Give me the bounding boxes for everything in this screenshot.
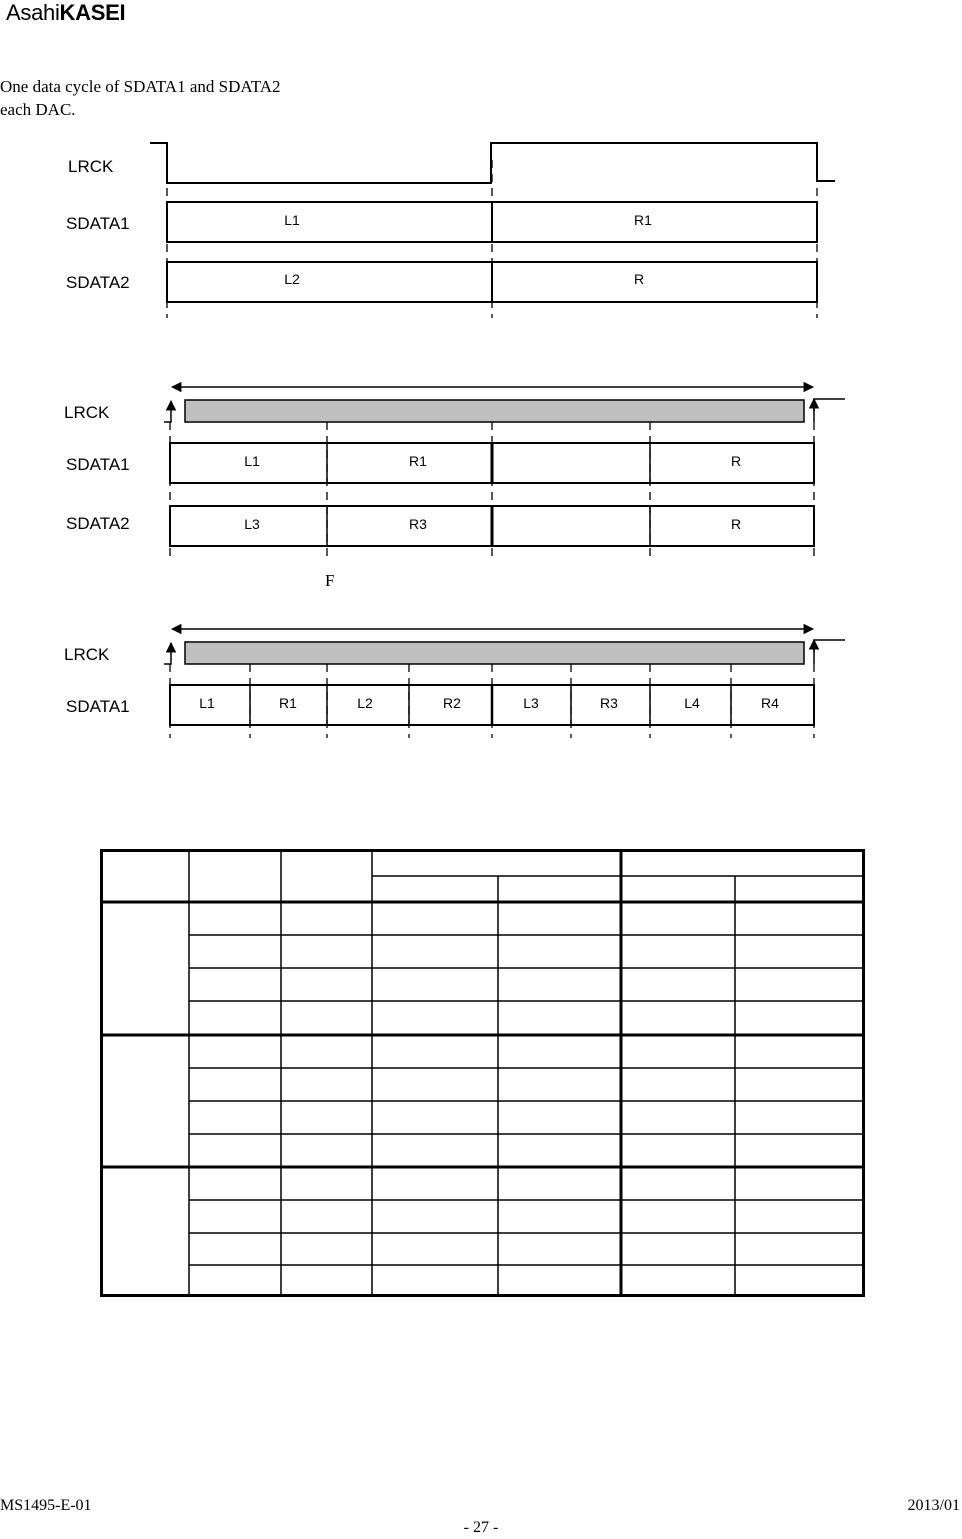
sdata2-label: SDATA2 [66, 514, 130, 533]
sdata1-cell-6: R3 [600, 695, 618, 711]
lrck-waveform [164, 643, 171, 664]
sdata1-label: SDATA1 [66, 697, 130, 716]
document-date: 2013/01 [907, 1497, 960, 1514]
diagram-caption: F [325, 571, 335, 590]
logo-text-asahi: Asahi [6, 0, 60, 25]
sdata2-cell-1: L3 [244, 516, 260, 532]
intro-line-1: One data cycle of SDATA1 and SDATA2 [0, 77, 281, 96]
sdata1-cell-7: L4 [684, 695, 700, 711]
timing-diagram-3 [64, 629, 845, 738]
lrck-waveform [164, 401, 171, 422]
timing-diagram-1 [66, 143, 835, 318]
lrck-waveform-end [814, 640, 845, 664]
sdata1-cell-2: R1 [279, 695, 297, 711]
lrck-high-bar [185, 642, 804, 664]
sdata1-cell-right: R1 [634, 212, 652, 228]
timing-diagram-2 [64, 387, 845, 590]
sdata2-cell-right: R [633, 271, 645, 287]
sdata1-cell-8: R4 [761, 695, 779, 711]
sdata1-label: SDATA1 [66, 214, 130, 233]
sdata1-cell-3: L2 [357, 695, 373, 711]
sdata1-label: SDATA1 [66, 455, 130, 474]
lrck-high-bar [185, 400, 804, 422]
sdata1-cell-4: R2 [443, 695, 461, 711]
intro-line-2: each DAC. [0, 100, 76, 119]
sdata1-cell-1: L1 [199, 695, 215, 711]
data-table [100, 849, 866, 1299]
document-id: MS1495-E-01 [0, 1497, 92, 1514]
sdata1-cell-1: L1 [244, 453, 260, 469]
lrck-label: LRCK [64, 403, 110, 422]
lrck-waveform-end [814, 399, 845, 422]
lrck-label: LRCK [64, 645, 110, 664]
sdata2-cell-4: R [730, 516, 742, 532]
sdata2-cell-2: R3 [409, 516, 427, 532]
sdata1-cell-4: R [730, 453, 742, 469]
sdata2-cell-left: L2 [284, 271, 300, 287]
sdata1-cell-2: R1 [409, 453, 427, 469]
logo-text-kasei: KASEI [59, 0, 126, 25]
page-number: - 27 - [463, 1519, 499, 1536]
sdata1-cell-left: L1 [284, 212, 300, 228]
lrck-label: LRCK [68, 157, 114, 176]
sdata1-cell-5: L3 [523, 695, 539, 711]
sdata2-label: SDATA2 [66, 273, 130, 292]
